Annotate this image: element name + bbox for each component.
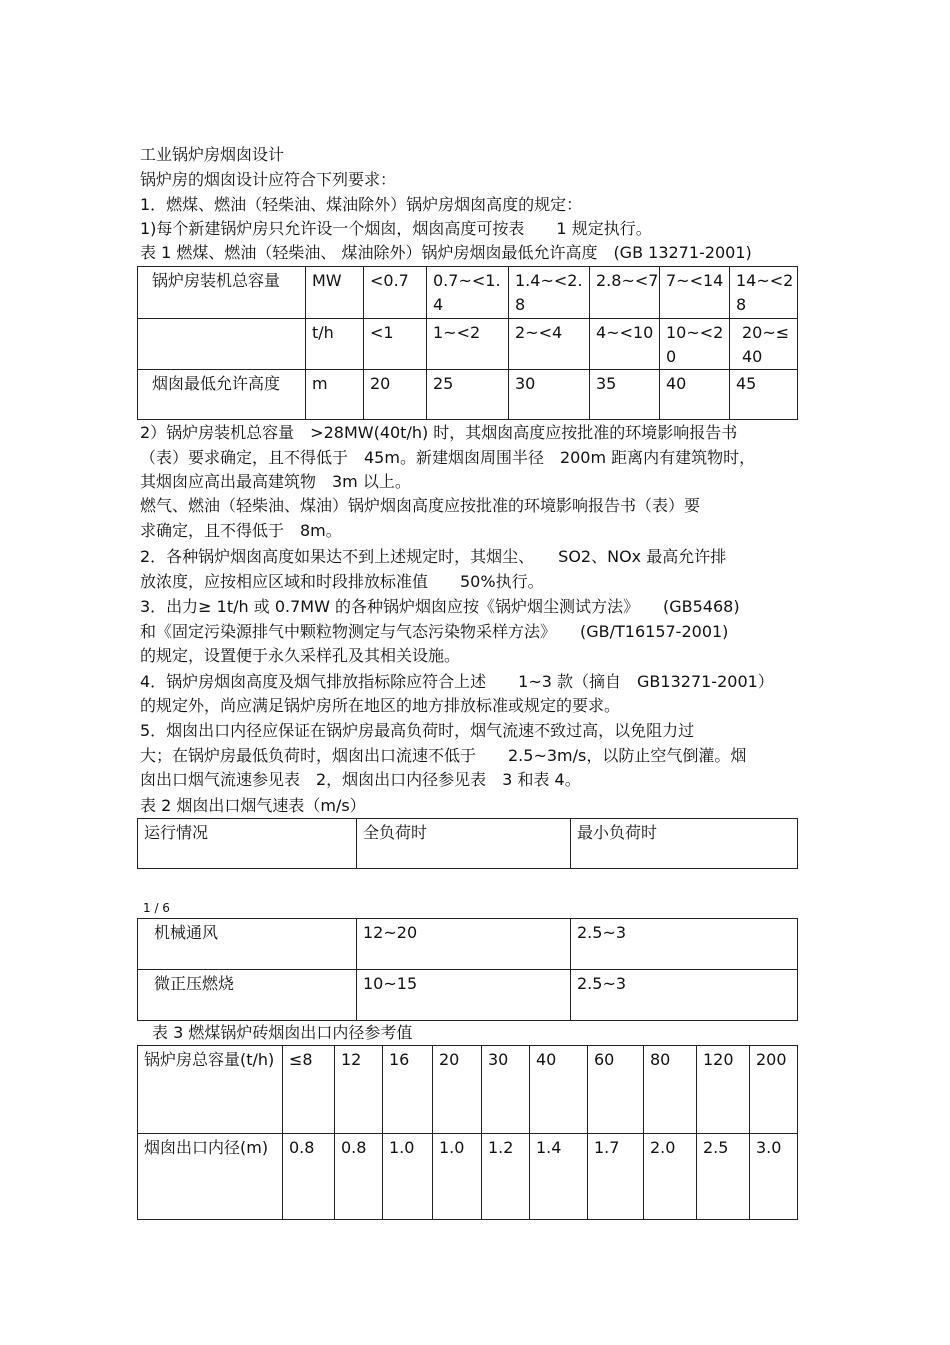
paragraph-line: 其烟囱应高出最高建筑物 3m 以上。 (140, 472, 411, 491)
table-cell: 12~20 (357, 919, 571, 970)
table-cell: 20 (433, 1046, 482, 1134)
table-cell: 1~<2 (427, 319, 509, 370)
table-cell: 微正压燃烧 (138, 970, 357, 1021)
table-cell: 40 (660, 370, 730, 420)
page-number: 1 / 6 (143, 901, 170, 915)
table-cell: 1.4~<2.8 (509, 267, 590, 319)
table-1 (137, 266, 798, 420)
table-cell: 25 (427, 370, 509, 420)
table-cell: 最小负荷时 (571, 819, 798, 869)
table-cell: 80 (644, 1046, 697, 1134)
table-cell: 运行情况 (138, 819, 357, 869)
table-cell: 2~<4 (509, 319, 590, 370)
table-cell: 40 (530, 1046, 588, 1134)
table-cell: 2.5~3 (571, 919, 798, 970)
paragraph-line: 4．锅炉房烟囱高度及烟气排放指标除应符合上述 1~3 款（摘自 GB13271-2001） (140, 672, 774, 691)
item-1: 1．燃煤、燃油（轻柴油、煤油除外）锅炉房烟囱高度的规定： (140, 195, 583, 214)
table-row (138, 970, 798, 1021)
table-cell: 60 (588, 1046, 644, 1134)
table-cell: 20 (364, 370, 427, 420)
table2-caption: 表 2 烟囱出口烟气速表（m/s） (140, 796, 366, 815)
item-1-1: 1)每个新建锅炉房只允许设一个烟囱，烟囱高度可按表 1 规定执行。 (140, 219, 652, 238)
table-cell: 1.0 (383, 1134, 433, 1220)
paragraph-line: 的规定外，尚应满足锅炉房所在地区的地方排放标准或规定的要求。 (140, 696, 621, 715)
table-cell: 2.0 (644, 1134, 697, 1220)
table-cell: 3.0 (750, 1134, 798, 1220)
table-cell: 14~<28 (730, 267, 798, 319)
paragraph-line: 燃气、燃油（轻柴油、煤油）锅炉烟囱高度应按批准的环境影响报告书（表）要 (140, 496, 701, 515)
table-row (138, 1046, 798, 1134)
table-cell: <1 (364, 319, 427, 370)
table-row (138, 267, 798, 319)
table-2-body (137, 918, 798, 1021)
table-cell: 200 (750, 1046, 798, 1134)
table-cell: 机械通风 (138, 919, 357, 970)
table-cell: 1.7 (588, 1134, 644, 1220)
table-cell: 全负荷时 (357, 819, 571, 869)
table-row (138, 319, 798, 370)
table-cell: 16 (383, 1046, 433, 1134)
table-row (138, 819, 798, 869)
table-cell: 7~<14 (660, 267, 730, 319)
table-cell: 12 (335, 1046, 383, 1134)
table-cell: 30 (509, 370, 590, 420)
table-cell: 烟囱出口内径(m) (138, 1134, 283, 1220)
paragraph-line: 3．出力≥ 1t/h 或 0.7MW 的各种锅炉烟囱应按《锅炉烟尘测试方法》 (GB5468) (140, 597, 740, 616)
table-cell: 1.0 (433, 1134, 482, 1220)
table-cell: 20~≤40 (730, 319, 798, 370)
table3-caption: 表 3 燃煤锅炉砖烟囱出口内径参考值 (152, 1023, 413, 1042)
table1-caption: 表 1 燃煤、燃油（轻柴油、 煤油除外）锅炉房烟囱最低允许高度 (GB 13271-2001) (140, 243, 752, 262)
paragraph-line: 2．各种锅炉烟囱高度如果达不到上述规定时，其烟尘、 SO2、NOx 最高允许排 (140, 547, 727, 566)
table-cell: 35 (590, 370, 660, 420)
table-cell: 锅炉房总容量(t/h) (138, 1046, 283, 1134)
paragraph-line: （表）要求确定，且不得低于 45m。新建烟囱周围半径 200m 距离内有建筑物时， (140, 448, 756, 467)
paragraph-line: 5．烟囱出口内径应保证在锅炉房最高负荷时，烟气流速不致过高，以免阻力过 (140, 721, 695, 740)
table-cell: 120 (697, 1046, 750, 1134)
table-cell: 0.8 (335, 1134, 383, 1220)
paragraph-line: 的规定，设置便于永久采样孔及其相关设施。 (140, 646, 461, 665)
table-cell: 2.8~<7 (590, 267, 660, 319)
table-2-header (137, 818, 798, 869)
table-cell: 0.7~<1.4 (427, 267, 509, 319)
table-row (138, 919, 798, 970)
table-cell: 1.4 (530, 1134, 588, 1220)
table-row (138, 370, 798, 420)
paragraph-line: 求确定，且不得低于 8m。 (140, 521, 342, 540)
paragraph-line: 和《固定污染源排气中颗粒物测定与气态污染物采样方法》 (GB/T16157-2001) (140, 622, 729, 641)
table-cell: 锅炉房装机总容量 (138, 267, 306, 319)
table-cell: 10~15 (357, 970, 571, 1021)
table-cell: 2.5 (697, 1134, 750, 1220)
table-cell: 30 (482, 1046, 530, 1134)
table-cell: 0.8 (283, 1134, 335, 1220)
paragraph-line: 2）锅炉房装机总容量 >28MW(40t/h) 时，其烟囱高度应按批准的环境影响报告书 (140, 423, 738, 442)
table-cell: MW (306, 267, 364, 319)
table-cell: 2.5~3 (571, 970, 798, 1021)
table-cell: 烟囱最低允许高度 (138, 370, 306, 420)
paragraph-line: 囱出口烟气流速参见表 2，烟囱出口内径参见表 3 和表 4。 (140, 770, 581, 789)
table-cell (138, 319, 306, 370)
intro-text: 锅炉房的烟囱设计应符合下列要求： (140, 170, 397, 189)
doc-title: 工业锅炉房烟囱设计 (140, 145, 285, 164)
table-cell: ≤8 (283, 1046, 335, 1134)
table-cell: t/h (306, 319, 364, 370)
table-cell: 10~<20 (660, 319, 730, 370)
table-3 (137, 1045, 798, 1220)
table-cell: <0.7 (364, 267, 427, 319)
paragraph-line: 大；在锅炉房最低负荷时，烟囱出口流速不低于 2.5~3m/s，以防止空气倒灌。烟 (140, 746, 747, 765)
table-cell: 1.2 (482, 1134, 530, 1220)
table-cell: 4~<10 (590, 319, 660, 370)
paragraph-line: 放浓度，应按相应区域和时段排放标准值 50%执行。 (140, 572, 544, 591)
table-cell: 45 (730, 370, 798, 420)
table-cell: m (306, 370, 364, 420)
table-row (138, 1134, 798, 1220)
